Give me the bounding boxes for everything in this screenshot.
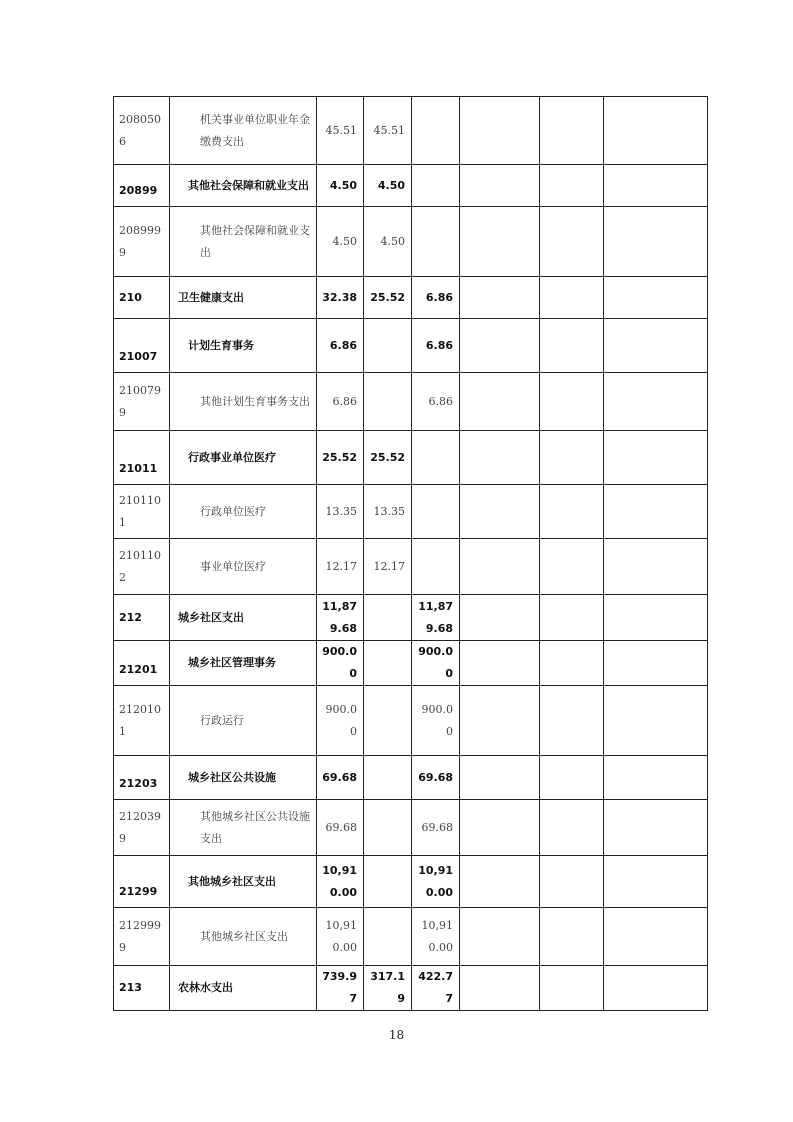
row-project — [412, 97, 460, 165]
row-total: 13.35 — [317, 485, 364, 539]
row-code: 2101102 — [114, 539, 170, 595]
row-total: 4.50 — [317, 165, 364, 207]
row-project — [412, 485, 460, 539]
row-col-4 — [460, 641, 540, 686]
row-total: 32.38 — [317, 277, 364, 319]
row-code: 2089999 — [114, 207, 170, 277]
table-row — [114, 207, 708, 277]
row-project: 11,879.68 — [412, 595, 460, 641]
row-col-6 — [604, 595, 708, 641]
row-basic: 25.52 — [364, 431, 412, 485]
row-col-4 — [460, 485, 540, 539]
row-code: 2100799 — [114, 373, 170, 431]
row-col-5 — [540, 431, 604, 485]
row-col-6 — [604, 97, 708, 165]
table-row — [114, 277, 708, 319]
row-basic: 13.35 — [364, 485, 412, 539]
row-col-6 — [604, 641, 708, 686]
row-project: 69.68 — [412, 800, 460, 856]
row-col-6 — [604, 908, 708, 966]
table-row — [114, 539, 708, 595]
row-basic — [364, 908, 412, 966]
row-col-5 — [540, 373, 604, 431]
row-code: 2120101 — [114, 686, 170, 756]
row-col-4 — [460, 97, 540, 165]
row-col-4 — [460, 319, 540, 373]
table-row — [114, 319, 708, 373]
row-col-5 — [540, 595, 604, 641]
row-col-4 — [460, 800, 540, 856]
row-basic: 12.17 — [364, 539, 412, 595]
row-project: 900.00 — [412, 686, 460, 756]
row-total: 6.86 — [317, 319, 364, 373]
row-basic: 45.51 — [364, 97, 412, 165]
table-row — [114, 97, 708, 165]
row-basic: 317.19 — [364, 966, 412, 1011]
row-code: 2080506 — [114, 97, 170, 165]
row-col-6 — [604, 373, 708, 431]
row-col-6 — [604, 686, 708, 756]
row-total: 900.00 — [317, 641, 364, 686]
row-col-5 — [540, 207, 604, 277]
row-col-5 — [540, 485, 604, 539]
row-name: 城乡社区支出 — [170, 595, 317, 641]
row-code: 21203 — [114, 756, 170, 800]
row-col-5 — [540, 539, 604, 595]
row-basic: 4.50 — [364, 165, 412, 207]
row-name: 其他计划生育事务支出 — [170, 373, 317, 431]
row-project — [412, 431, 460, 485]
row-total: 11,879.68 — [317, 595, 364, 641]
table-row — [114, 800, 708, 856]
row-project — [412, 207, 460, 277]
row-col-6 — [604, 485, 708, 539]
table-row — [114, 908, 708, 966]
row-name: 其他城乡社区支出 — [170, 908, 317, 966]
row-basic: 4.50 — [364, 207, 412, 277]
row-basic: 25.52 — [364, 277, 412, 319]
row-project: 10,910.00 — [412, 908, 460, 966]
row-col-6 — [604, 539, 708, 595]
row-code: 21011 — [114, 431, 170, 485]
row-code: 213 — [114, 966, 170, 1011]
table-row — [114, 373, 708, 431]
row-col-6 — [604, 319, 708, 373]
row-project: 69.68 — [412, 756, 460, 800]
row-project: 10,910.00 — [412, 856, 460, 908]
row-basic — [364, 800, 412, 856]
row-col-5 — [540, 800, 604, 856]
table-row — [114, 966, 708, 1011]
row-col-6 — [604, 277, 708, 319]
row-col-6 — [604, 756, 708, 800]
row-col-5 — [540, 966, 604, 1011]
row-basic — [364, 856, 412, 908]
row-col-5 — [540, 319, 604, 373]
row-col-4 — [460, 966, 540, 1011]
row-basic — [364, 641, 412, 686]
row-total: 10,910.00 — [317, 856, 364, 908]
table-row — [114, 431, 708, 485]
table-row — [114, 856, 708, 908]
row-basic — [364, 595, 412, 641]
row-col-5 — [540, 686, 604, 756]
row-name: 城乡社区管理事务 — [170, 641, 317, 686]
row-name: 行政事业单位医疗 — [170, 431, 317, 485]
row-col-6 — [604, 966, 708, 1011]
page-number: 18 — [388, 1028, 405, 1042]
table-row — [114, 686, 708, 756]
row-total: 10,910.00 — [317, 908, 364, 966]
budget-table — [113, 96, 708, 1011]
row-project: 900.00 — [412, 641, 460, 686]
table-row — [114, 165, 708, 207]
row-total: 69.68 — [317, 756, 364, 800]
row-col-5 — [540, 641, 604, 686]
row-code: 210 — [114, 277, 170, 319]
row-total: 739.97 — [317, 966, 364, 1011]
row-name: 机关事业单位职业年金缴费支出 — [170, 97, 317, 165]
table-row — [114, 485, 708, 539]
row-project: 6.86 — [412, 319, 460, 373]
table-row — [114, 595, 708, 641]
row-col-4 — [460, 756, 540, 800]
row-name: 其他城乡社区支出 — [170, 856, 317, 908]
row-col-5 — [540, 277, 604, 319]
row-col-4 — [460, 595, 540, 641]
row-name: 计划生育事务 — [170, 319, 317, 373]
row-code: 212 — [114, 595, 170, 641]
row-name: 农林水支出 — [170, 966, 317, 1011]
table-row — [114, 756, 708, 800]
row-col-6 — [604, 165, 708, 207]
row-name: 其他社会保障和就业支出 — [170, 207, 317, 277]
row-code: 2101101 — [114, 485, 170, 539]
row-name: 行政单位医疗 — [170, 485, 317, 539]
row-col-4 — [460, 277, 540, 319]
row-basic — [364, 686, 412, 756]
row-col-6 — [604, 207, 708, 277]
row-col-4 — [460, 373, 540, 431]
row-col-6 — [604, 800, 708, 856]
row-col-4 — [460, 207, 540, 277]
row-col-4 — [460, 539, 540, 595]
row-col-5 — [540, 97, 604, 165]
row-project: 6.86 — [412, 277, 460, 319]
row-project — [412, 539, 460, 595]
row-name: 城乡社区公共设施 — [170, 756, 317, 800]
row-total: 12.17 — [317, 539, 364, 595]
row-total: 900.00 — [317, 686, 364, 756]
row-project — [412, 165, 460, 207]
row-code: 21007 — [114, 319, 170, 373]
row-name: 其他城乡社区公共设施支出 — [170, 800, 317, 856]
row-total: 45.51 — [317, 97, 364, 165]
row-basic — [364, 319, 412, 373]
row-name: 卫生健康支出 — [170, 277, 317, 319]
row-col-4 — [460, 908, 540, 966]
row-total: 69.68 — [317, 800, 364, 856]
row-total: 4.50 — [317, 207, 364, 277]
row-project: 6.86 — [412, 373, 460, 431]
row-code: 20899 — [114, 165, 170, 207]
row-basic — [364, 373, 412, 431]
row-col-4 — [460, 165, 540, 207]
row-col-5 — [540, 856, 604, 908]
row-col-4 — [460, 431, 540, 485]
row-col-6 — [604, 431, 708, 485]
row-total: 6.86 — [317, 373, 364, 431]
row-col-4 — [460, 856, 540, 908]
row-name: 事业单位医疗 — [170, 539, 317, 595]
row-name: 行政运行 — [170, 686, 317, 756]
row-project: 422.77 — [412, 966, 460, 1011]
row-total: 25.52 — [317, 431, 364, 485]
row-col-4 — [460, 686, 540, 756]
row-code: 2129999 — [114, 908, 170, 966]
row-basic — [364, 756, 412, 800]
row-code: 21201 — [114, 641, 170, 686]
row-col-5 — [540, 756, 604, 800]
row-code: 21299 — [114, 856, 170, 908]
row-col-6 — [604, 856, 708, 908]
row-col-5 — [540, 908, 604, 966]
row-name: 其他社会保障和就业支出 — [170, 165, 317, 207]
table-row — [114, 641, 708, 686]
row-code: 2120399 — [114, 800, 170, 856]
row-col-5 — [540, 165, 604, 207]
